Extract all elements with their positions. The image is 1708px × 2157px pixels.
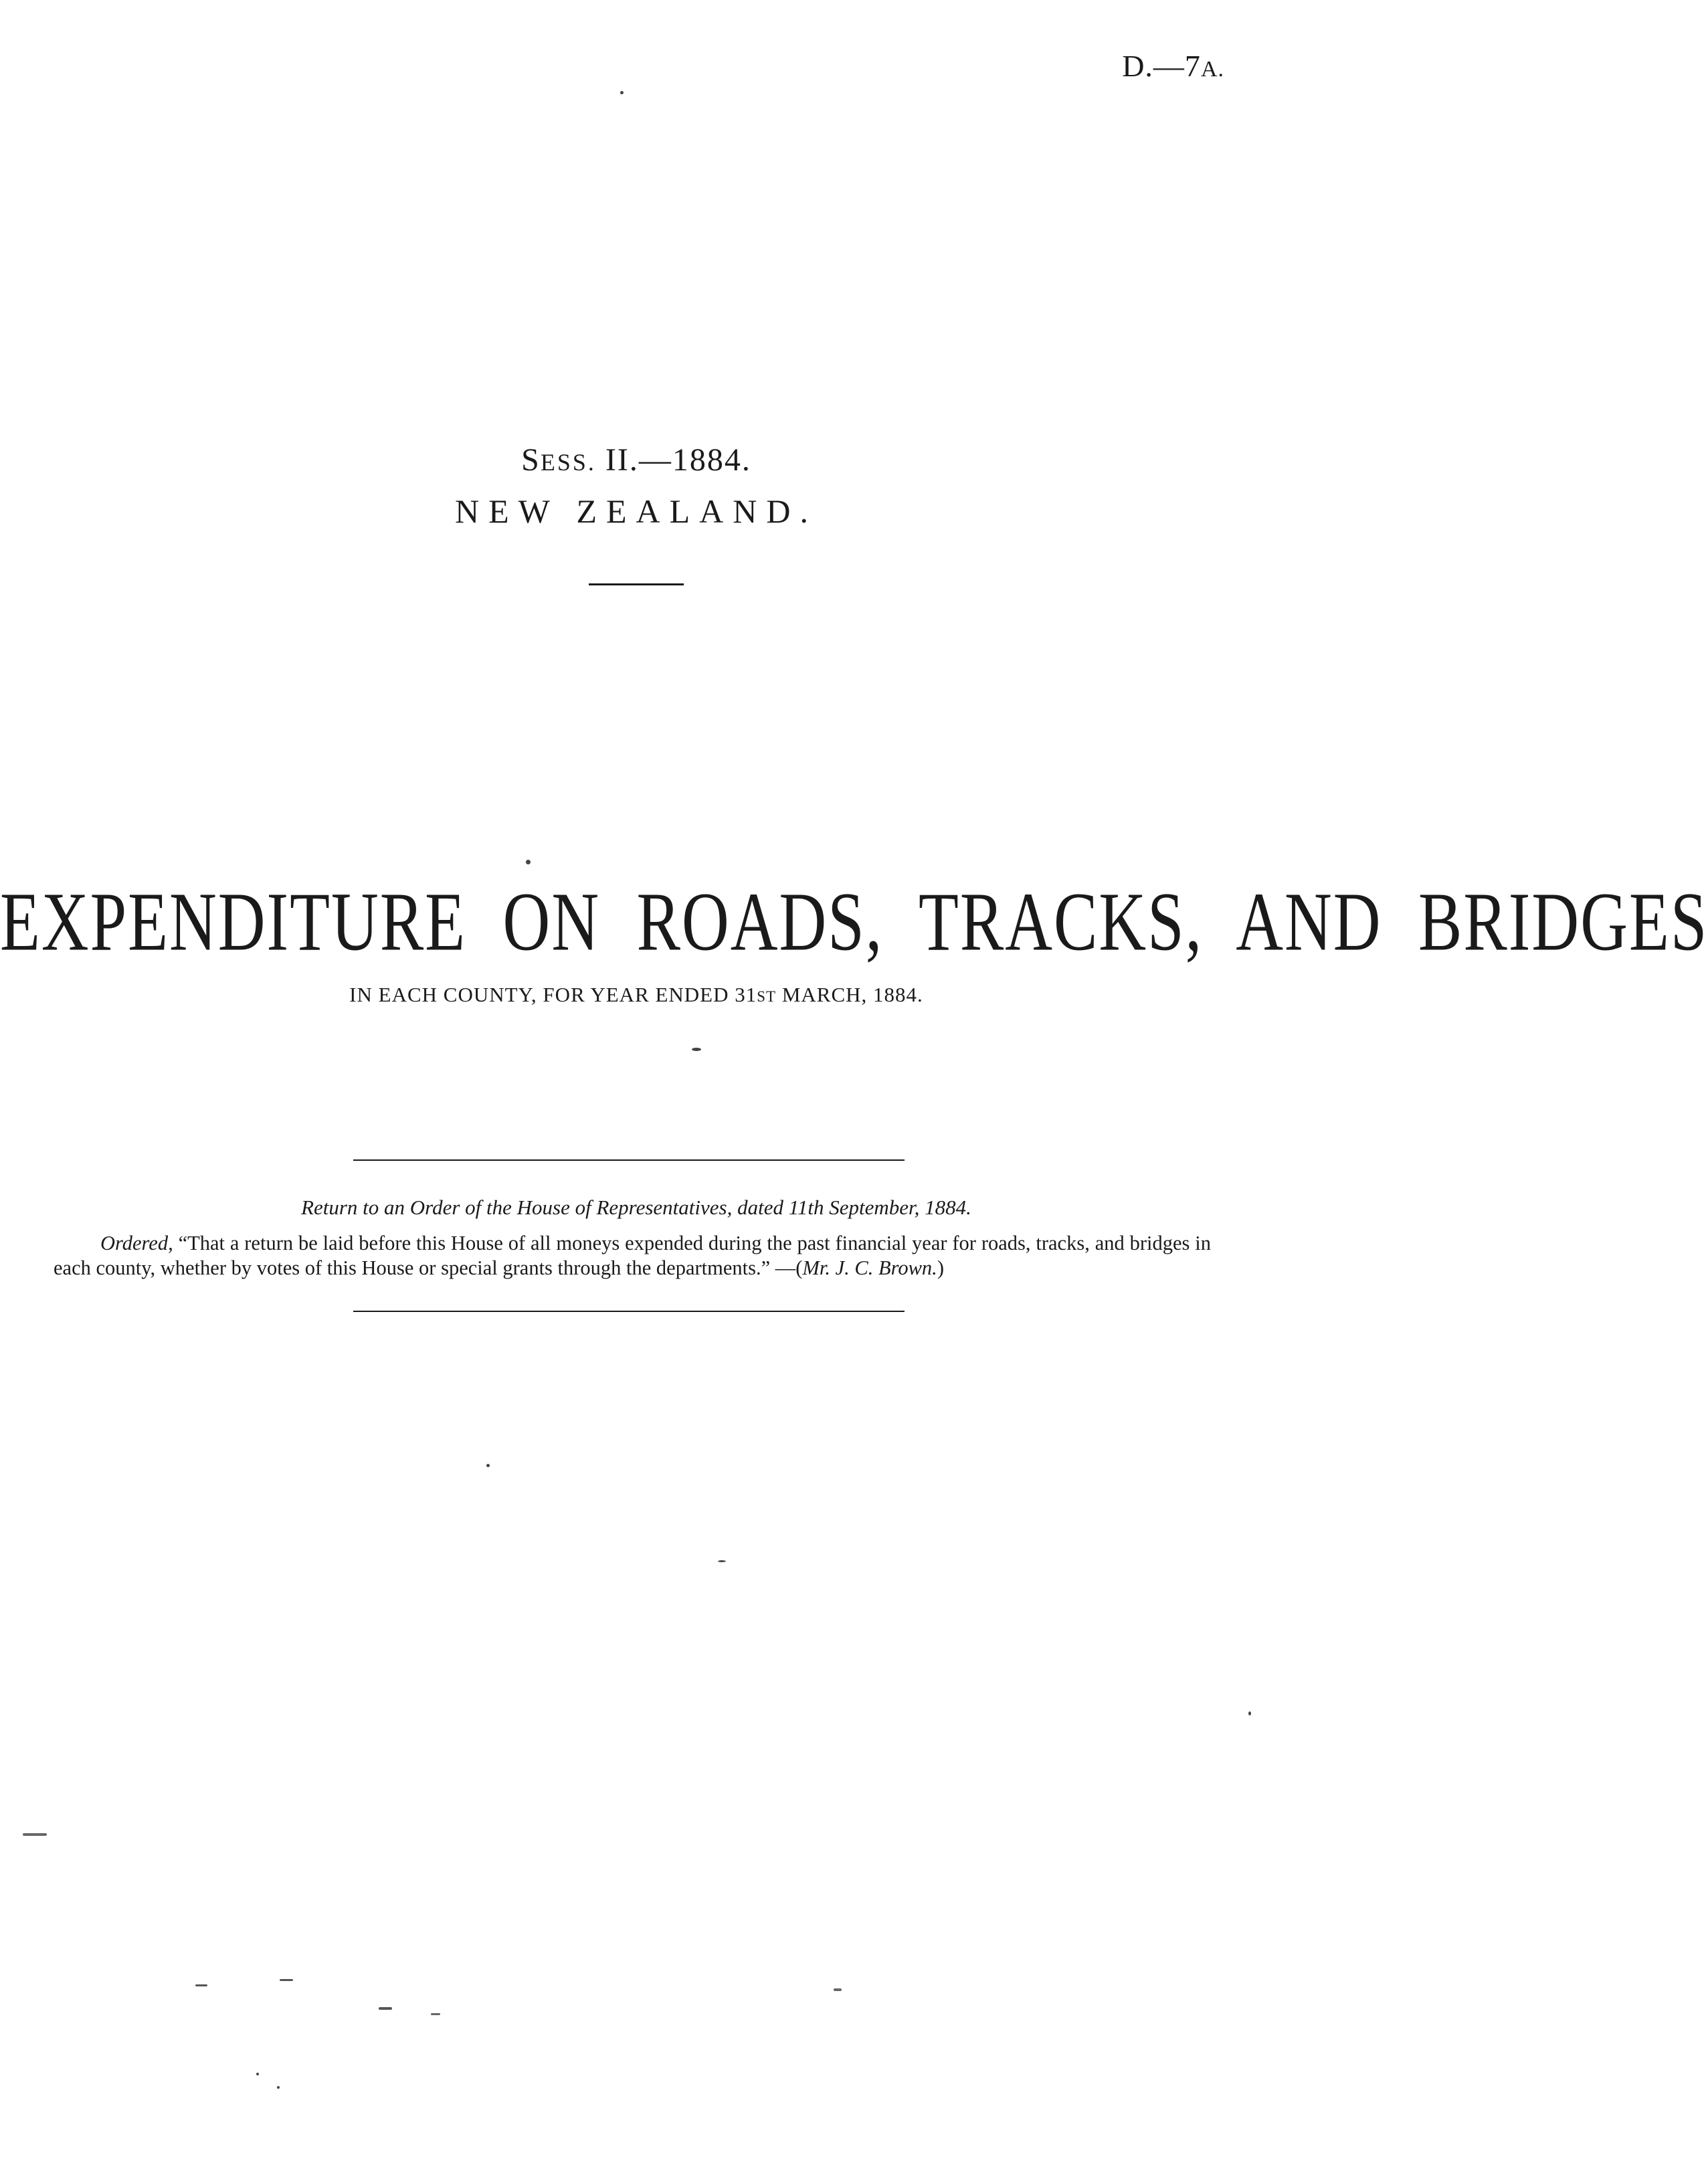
document-reference-suffix: A.: [1200, 57, 1224, 82]
session-heading: [0, 442, 1272, 478]
print-speck: [718, 1560, 726, 1562]
bottom-rule: [353, 1311, 905, 1312]
subtitle-text-after: MARCH, 1884.: [776, 983, 923, 1006]
print-speck: [195, 1984, 207, 1986]
country-heading: NEW ZEALAND.: [455, 492, 818, 530]
short-divider: [589, 583, 684, 585]
print-speck: [277, 2086, 280, 2089]
order-close: ): [937, 1256, 944, 1279]
subtitle-ordinal: ST: [757, 988, 777, 1005]
order-mover: Mr. J. C. Brown.: [802, 1256, 937, 1279]
print-speck: [23, 1833, 47, 1836]
document-title: EXPENDITURE ON ROADS, TRACKS, AND BRIDGES: [0, 876, 1708, 969]
print-speck: [692, 1048, 701, 1051]
order-paragraph: [54, 1231, 1211, 1281]
top-rule: [353, 1159, 905, 1161]
print-speck: [526, 860, 531, 864]
print-speck: [431, 2013, 440, 2015]
document-subtitle: [0, 983, 1272, 1007]
print-speck: [280, 1979, 293, 1981]
document-reference-main: D.—7: [1122, 49, 1201, 83]
print-speck: [256, 2073, 259, 2075]
print-speck: [1248, 1711, 1251, 1715]
order-text: “That a return be laid before this House of all moneys expended during the past financial year for roads, tracks, and bridges in each county, whether by votes of this House or special grants through the departments.” —(: [54, 1232, 1211, 1279]
session-word-initial: S: [521, 442, 541, 478]
document-reference: [1122, 48, 1224, 84]
print-speck: [486, 1464, 490, 1467]
subtitle-text-before: IN EACH COUNTY, FOR YEAR ENDED 31: [349, 983, 757, 1006]
session-number-year: II.—1884.: [605, 442, 751, 478]
return-order-line: Return to an Order of the House of Representatives, dated 11th September, 1884.: [301, 1196, 971, 1219]
order-lead: Ordered,: [100, 1232, 173, 1254]
print-speck: [620, 91, 624, 94]
print-speck: [834, 1988, 842, 1991]
print-speck: [379, 2007, 392, 2010]
session-word-rest: ESS.: [540, 449, 596, 476]
